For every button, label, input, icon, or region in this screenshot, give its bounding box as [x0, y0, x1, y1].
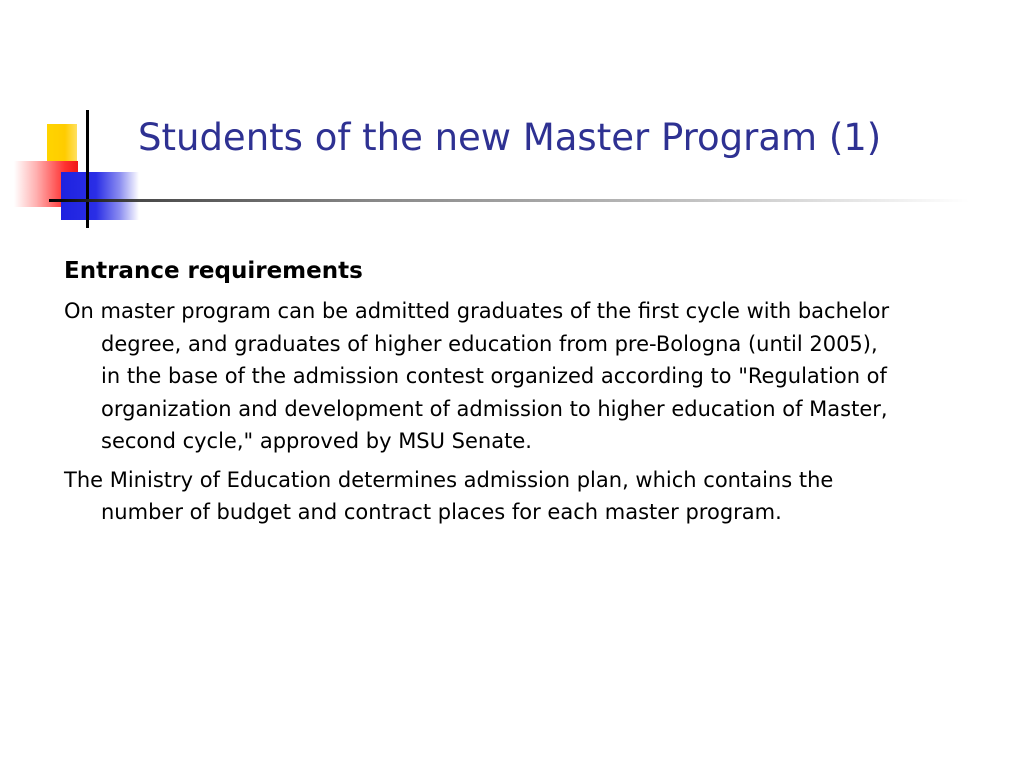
decorative-vertical-line [86, 110, 89, 228]
title-underline-divider [49, 199, 969, 202]
slide-body [64, 255, 894, 535]
decorative-blue-gradient-bar [61, 172, 139, 220]
slide-title: Students of the new Master Program (1) [138, 116, 882, 159]
body-paragraph-ministry: The Ministry of Education determines admission plan, which contains the number of budget and contract places for each master program. [64, 467, 834, 524]
body-paragraph-admission: On master program can be admitted graduates of the first cycle with bachelor degree, and graduates of higher education from pre-Bologna (until 2005), in the base of the admission contest organized according to "Regulation of organization and development of admission to higher education of Master, second cycle," approved by MSU Senate. [64, 299, 890, 453]
section-heading: Entrance requirements [64, 258, 363, 284]
